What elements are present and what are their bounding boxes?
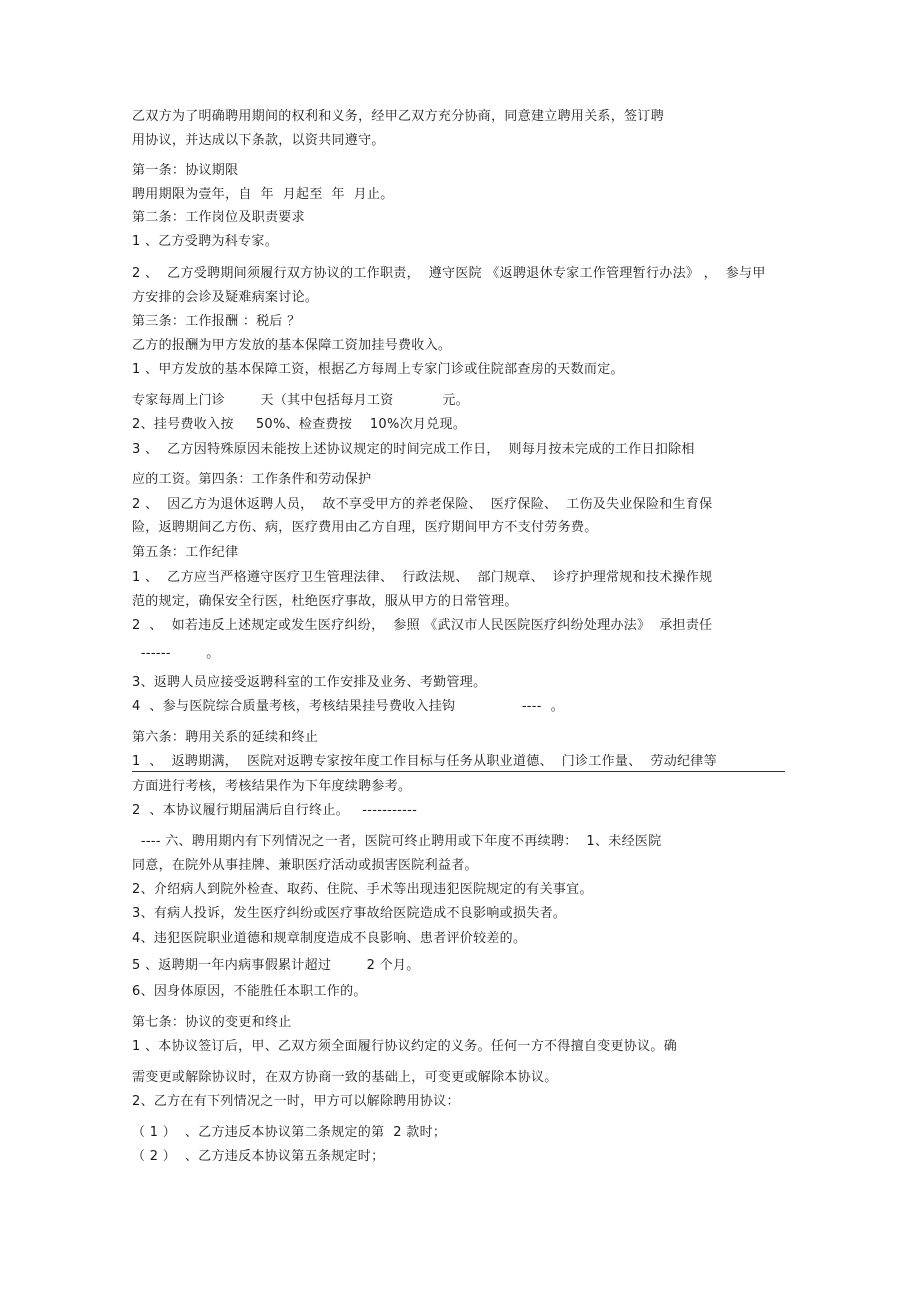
section-heading: 第二条：工作岗位及职责要求: [132, 210, 305, 225]
text-line: 方面进行考核，考核结果作为下年度续聘参考。: [132, 779, 412, 794]
text-line: （ 1 ） 、乙方违反本协议第二条规定的第 2 款时；: [132, 1125, 447, 1140]
text-line: 5 、返聘期一年内病事假累计超过 2 个月。: [132, 958, 420, 973]
section-heading: 第六条：聘用关系的延续和终止: [132, 730, 319, 745]
text-line: 3 、 乙方因特殊原因未能按上述协议规定的时间完成工作日， 则每月按未完成的工作日扣除相: [132, 442, 695, 457]
text-line: 1 、乙方受聘为科专家。: [132, 234, 279, 249]
text-line: 乙方的报酬为甲方发放的基本保障工资加挂号费收入。: [132, 338, 452, 353]
text-line: 3、有病人投诉，发生医疗纠纷或医疗事故给医院造成不良影响或损失者。: [132, 906, 567, 921]
text-line: 同意，在院外从事挂牌、兼职医疗活动或损害医院利益者。: [132, 858, 478, 873]
text-line: 1 、甲方发放的基本保障工资，根据乙方每周上专家门诊或住院部查房的天数而定。: [132, 362, 624, 377]
text-line: 1 、 返聘期满， 医院对返聘专家按年度工作目标与任务从职业道德、 门诊工作量、 劳动纪律等: [132, 754, 717, 769]
text-line: ---- 六、聘用期内有下列情况之一者，医院可终止聘用或下年度不再续聘： 1、未经医院: [132, 834, 662, 849]
text-line: 方安排的会诊及疑难病案讨论。: [132, 290, 319, 305]
section-heading: 第三条：工作报酬 ：税后 ？: [132, 314, 301, 329]
text-line: 6、因身体原因，不能胜任本职工作的。: [132, 984, 367, 999]
text-line: 2 、 如若违反上述规定或发生医疗纠纷， 参照 《武汉市人民医院医疗纠纷处理办法》 承担责任: [132, 618, 713, 633]
text-line: 2 、 乙方受聘期间须履行双方协议的工作职责， 遵守医院 《返聘退休专家工作管理暂行办法》 ， 参与甲: [132, 266, 766, 281]
text-line: 专家每周上门诊 天（其中包括每月工资 元。: [132, 393, 469, 408]
text-line: 乙双方为了明确聘用期间的权利和义务，经甲乙双方充分协商，同意建立聘用关系，签订聘: [132, 109, 665, 124]
text-line: 应的工资。第四条：工作条件和劳动保护: [132, 472, 372, 487]
text-line: 2、乙方在有下列情况之一时，甲方可以解除聘用协议：: [132, 1094, 460, 1109]
text-line: 3、返聘人员应接受返聘科室的工作安排及业务、考勤管理。: [132, 675, 487, 690]
text-line: 1 、 乙方应当严格遵守医疗卫生管理法律、 行政法规、 部门规章、 诊疗护理常规和技术操作规: [132, 570, 713, 585]
text-line: ------ 。: [132, 646, 220, 661]
text-line: 范的规定，确保安全行医，杜绝医疗事故，服从甲方的日常管理。: [132, 594, 518, 609]
text-line: 1 、本协议签订后，甲、乙双方须全面履行协议约定的义务。任何一方不得擅自变更协议。确: [132, 1039, 678, 1054]
text-line: 需变更或解除协议时，在双方协商一致的基础上，可变更或解除本协议。: [132, 1070, 558, 1085]
text-line: 2、挂号费收入按 50%、检查费按 10%次月兑现。: [132, 417, 467, 432]
text-line: 用协议，并达成以下条款，以资共同遵守。: [132, 133, 385, 148]
text-line: 险，返聘期间乙方伤、病，医疗费用由乙方自理，医疗期间甲方不支付劳务费。: [132, 520, 598, 535]
text-line: 2 、本协议履行期届满后自行终止。 -----------: [132, 803, 418, 818]
text-line: 4、违犯医院职业道德和规章制度造成不良影响、患者评价较差的。: [132, 931, 527, 946]
section-heading: 第七条：协议的变更和终止: [132, 1015, 292, 1030]
text-line: 2、介绍病人到院外检查、取药、住院、手术等出现违犯医院规定的有关事宜。: [132, 882, 593, 897]
text-line: （ 2 ） 、乙方违反本协议第五条规定时；: [132, 1149, 385, 1164]
horizontal-rule: [132, 771, 785, 772]
section-heading: 第五条：工作纪律: [132, 545, 239, 560]
section-heading: 第一条：协议期限: [132, 163, 239, 178]
text-line: 4 、参与医院综合质量考核，考核结果挂号费收入挂钩 ---- 。: [132, 699, 564, 714]
text-line: 2 、 因乙方为退休返聘人员， 故不享受甲方的养老保险、 医疗保险、 工伤及失业保险和生育保: [132, 497, 713, 512]
text-line: 聘用期限为壹年，自 年 月起至 年 月止。: [132, 187, 394, 202]
